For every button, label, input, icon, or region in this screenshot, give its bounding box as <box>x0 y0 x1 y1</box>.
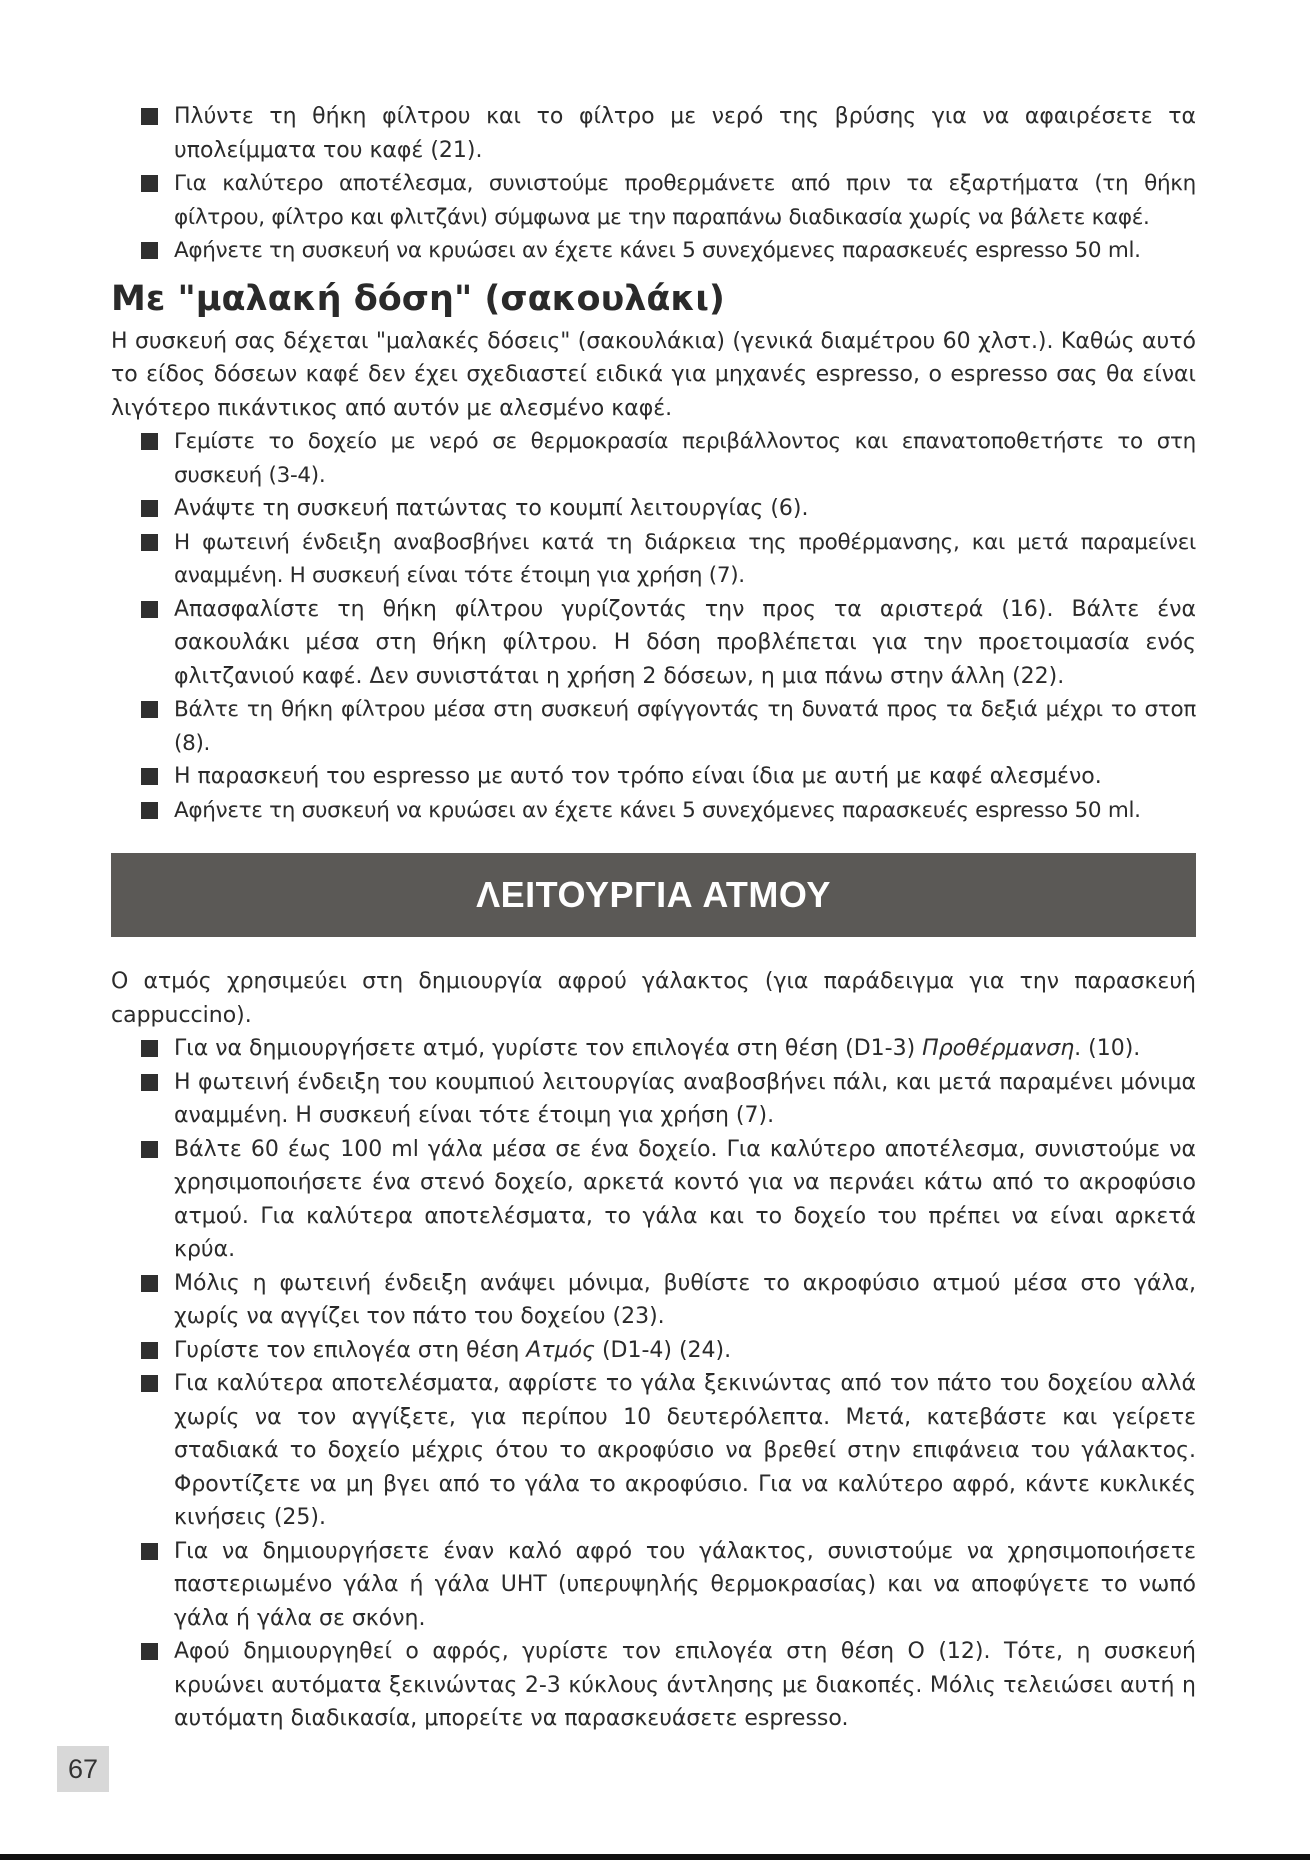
bullet-square-icon <box>141 500 158 517</box>
list-item-text: Βάλτε τη θήκη φίλτρου μέσα στη συσκευή σφίγγοντάς τη δυνατά προς τα δεξιά μέχρι το στοπ (8). <box>174 697 1196 756</box>
list-item <box>111 526 1196 593</box>
bullet-square-icon <box>141 1375 158 1392</box>
section-intro: Η συσκευή σας δέχεται "μαλακές δόσεις" (σακουλάκια) (γενικά διαμέτρου 60 χλστ.). Καθώς αυτό το είδος δόσεων καφέ δεν έχει σχεδιαστεί ειδικά για μηχανές espresso, ο espresso σας θα είναι λιγότερο πικάντικος από αυτόν με αλεσμένο καφέ. <box>111 328 1196 421</box>
list-item-text: Η φωτεινή ένδειξη του κουμπιού λειτουργίας αναβοσβήνει πάλι, και μετά παραμένει μόνιμα αναμμένη. Η συσκευή είναι τότε έτοιμη για χρήση (7). <box>174 1069 1196 1128</box>
list-item <box>111 760 1196 794</box>
bullet-square-icon <box>141 242 158 259</box>
list-item-text: Αφού δημιουργηθεί ο αφρός, γυρίστε τον επιλογέα στη θέση O (12). Τότε, η συσκευή κρυώνει αυτόματα ξεκινώντας 2-3 κύκλους άντλησης με διακοπές. Μόλις τελειώσει αυτή η αυτόματη διαδικασία, μπορείτε να παρασκευάσετε espresso. <box>174 1639 1196 1731</box>
list-item-text: Αφήνετε τη συσκευή να κρυώσει αν έχετε κάνει 5 συνεχόμενες παρασκευές espresso 50 ml. <box>174 797 1141 823</box>
bullet-square-icon <box>141 802 158 819</box>
bullet-square-icon <box>141 601 158 618</box>
list-item-text: Μόλις η φωτεινή ένδειξη ανάψει μόνιμα, βυθίστε το ακροφύσιο ατμού μέσα στο γάλα, χωρίς να αγγίζει τον πάτο του δοχείου (23). <box>174 1270 1196 1329</box>
list-item <box>111 1066 1196 1133</box>
bullet-square-icon <box>141 1074 158 1091</box>
list-item <box>111 234 1196 268</box>
page-content <box>111 100 1196 1736</box>
section-intro: Ο ατμός χρησιμεύει στη δημιουργία αφρού γάλακτος (για παράδειγμα για την παρασκευή cappuccino). <box>111 969 1196 1028</box>
list-item <box>111 1535 1196 1636</box>
list-item <box>111 100 1196 167</box>
list-item <box>111 794 1196 828</box>
bullet-square-icon <box>141 108 158 125</box>
list-item <box>111 1367 1196 1535</box>
list-item-text: Για καλύτερο αποτέλεσμα, συνιστούμε προθερμάνετε από πριν τα εξαρτήματα (τη θήκη φίλτρου, φίλτρο και φλιτζάνι) σύμφωνα με την παραπάνω διαδικασία χωρίς να βάλετε καφέ. <box>174 171 1196 230</box>
bullet-square-icon <box>141 1040 158 1057</box>
bullet-square-icon <box>141 433 158 450</box>
list-item <box>111 1133 1196 1267</box>
list-item-text: Για να δημιουργήσετε έναν καλό αφρό του γάλακτος, συνιστούμε να χρησιμοποιήσετε παστεριωμένο γάλα ή γάλα UHT (υπερυψηλής θερμοκρασίας) και να αποφύγετε το νωπό γάλα ή γάλα σε σκόνη. <box>174 1538 1196 1631</box>
list-item <box>111 492 1196 526</box>
list-item <box>111 425 1196 492</box>
list-item <box>111 693 1196 760</box>
list-item <box>111 1032 1196 1066</box>
list-item-text: Η φωτεινή ένδειξη αναβοσβήνει κατά τη διάρκεια της προθέρμανσης, και μετά παραμείνει αναμμένη. Η συσκευή είναι τότε έτοιμη για χρήση (7). <box>174 529 1196 588</box>
list-item-text: Βάλτε 60 έως 100 ml γάλα μέσα σε ένα δοχείο. Για καλύτερο αποτέλεσμα, συνιστούμε να χρησιμοποιήσετε ένα στενό δοχείο, αρκετά κοντό για να περνάει κάτω από το ακροφύσιο ατμού. Για καλύτερα αποτελέσματα, το γάλα και το δοχείο του πρέπει να είναι αρκετά κρύα. <box>174 1136 1196 1262</box>
page-number: 67 <box>57 1746 109 1792</box>
list-item-text: (D1-4) (24). <box>594 1337 732 1363</box>
bottom-rule <box>0 1854 1310 1860</box>
bullet-square-icon <box>141 1141 158 1158</box>
italic-term: Ατμός <box>526 1337 595 1363</box>
list-item-text: Ανάψτε τη συσκευή πατώντας το κουμπί λειτουργίας (6). <box>174 496 809 521</box>
list-item-text: Για να δημιουργήσετε ατμό, γυρίστε τον επιλογέα στη θέση (D1-3) <box>174 1036 923 1061</box>
bullet-square-icon <box>141 1275 158 1292</box>
section-banner: ΛΕΙΤΟΥΡΓΙΑ ΑΤΜΟΥ <box>111 853 1196 937</box>
list-item-text: Πλύντε τη θήκη φίλτρου και το φίλτρο με νερό της βρύσης για να αφαιρέσετε τα υπολείμματα του καφέ (21). <box>174 104 1196 163</box>
bullet-square-icon <box>141 1643 158 1660</box>
list-item-text: Απασφαλίστε τη θήκη φίλτρου γυρίζοντάς την προς τα αριστερά (16). Βάλτε ένα σακουλάκι μέσα στη θήκη φίλτρου. Η δόση προβλέπεται για την προετοιμασία ενός φλιτζανιού καφέ. Δεν συνιστάται η χρήση 2 δόσεων, η μια πάνω στην άλλη (22). <box>174 596 1196 689</box>
list-item <box>111 1635 1196 1736</box>
list-item-text: Αφήνετε τη συσκευή να κρυώσει αν έχετε κάνει 5 συνεχόμενες παρασκευές espresso 50 ml. <box>174 238 1141 263</box>
list-item-text: Γυρίστε τον επιλογέα στη θέση <box>174 1337 527 1363</box>
list-item <box>111 593 1196 694</box>
bullet-square-icon <box>141 1342 158 1359</box>
bullet-square-icon <box>141 534 158 551</box>
list-item-text: . (10). <box>1074 1036 1141 1061</box>
list-item-text: Για καλύτερα αποτελέσματα, αφρίστε το γάλα ξεκινώντας από τον πάτο του δοχείου αλλά χωρίς να τον αγγίξετε, για περίπου 10 δευτερόλεπτα. Μετά, κατεβάστε και γείρετε σταδιακά το δοχείο μέχρις ότου το ακροφύσιο να βρεθεί στην επιφάνεια του γάλακτος. Φροντίζετε να μη βγει από το γάλα το ακροφύσιο. Για να καλύτερο αφρό, κάντε κυκλικές κινήσεις (25). <box>174 1371 1196 1530</box>
list-item <box>111 1267 1196 1334</box>
bullet-square-icon <box>141 701 158 718</box>
list-item <box>111 167 1196 234</box>
list-item-text: Η παρασκευή του espresso με αυτό τον τρόπο είναι ίδια με αυτή με καφέ αλεσμένο. <box>174 764 1102 789</box>
bullet-square-icon <box>141 175 158 192</box>
italic-term: Προθέρμανση <box>922 1036 1075 1061</box>
section-heading: Με "μαλακή δόση" (σακουλάκι) <box>111 278 725 319</box>
bullet-square-icon <box>141 768 158 785</box>
bullet-square-icon <box>141 1543 158 1560</box>
list-item-text: Γεμίστε το δοχείο με νερό σε θερμοκρασία περιβάλλοντος και επανατοποθετήστε το στη συσκευή (3-4). <box>174 429 1196 488</box>
list-item <box>111 1334 1196 1368</box>
